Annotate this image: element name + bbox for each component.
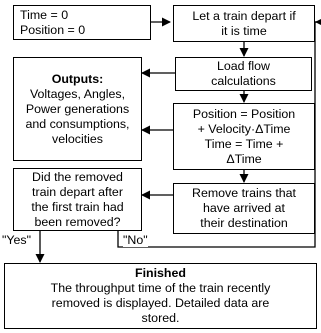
remove-line-1: Remove trains that xyxy=(192,186,296,200)
decision-box xyxy=(13,168,142,231)
update-line-4: ΔTime xyxy=(226,151,262,166)
update-box xyxy=(173,103,315,170)
decision-line-3: the first train had xyxy=(31,199,124,214)
outputs-box xyxy=(13,57,142,161)
outputs-line-2: Power generations xyxy=(25,101,130,116)
finished-line-2: removed is displayed. Detailed data are xyxy=(51,296,270,310)
outputs-line-4: velocities xyxy=(52,131,103,146)
depart-line-1: Let a train depart if xyxy=(192,8,296,23)
outputs-title: Outputs: xyxy=(51,71,104,86)
remove-line-2: have arrived at xyxy=(203,201,285,215)
outputs-line-3: and consumptions, xyxy=(25,116,130,131)
remove-box xyxy=(173,183,315,234)
depart-box xyxy=(173,5,315,42)
init-box xyxy=(13,5,151,40)
init-line-1: Time = 0 xyxy=(20,7,69,22)
yes-label: "Yes" xyxy=(2,233,32,247)
decision-line-4: been removed? xyxy=(34,214,121,229)
finished-box xyxy=(4,263,317,329)
finished-line-3: stored. xyxy=(141,311,180,325)
outputs-line-1: Voltages, Angles, xyxy=(29,86,126,101)
init-line-2: Position = 0 xyxy=(20,22,86,37)
loadflow-line-2: calculations xyxy=(211,74,276,88)
loadflow-line-1: Load flow xyxy=(216,59,271,73)
update-line-3: Time = Time + xyxy=(204,136,284,151)
finished-title: Finished xyxy=(135,266,186,280)
decision-line-2: train depart after xyxy=(32,184,123,199)
finished-line-1: The throughput time of the train recently xyxy=(50,281,271,295)
loadflow-box xyxy=(175,57,312,91)
update-line-1: Position = Position xyxy=(192,106,296,121)
update-line-2: + Velocity·ΔTime xyxy=(197,121,291,136)
depart-line-2: it is time xyxy=(221,23,267,38)
no-label: "No" xyxy=(123,233,148,247)
remove-line-3: their destination xyxy=(200,216,288,230)
decision-line-1: Did the removed xyxy=(32,169,123,184)
